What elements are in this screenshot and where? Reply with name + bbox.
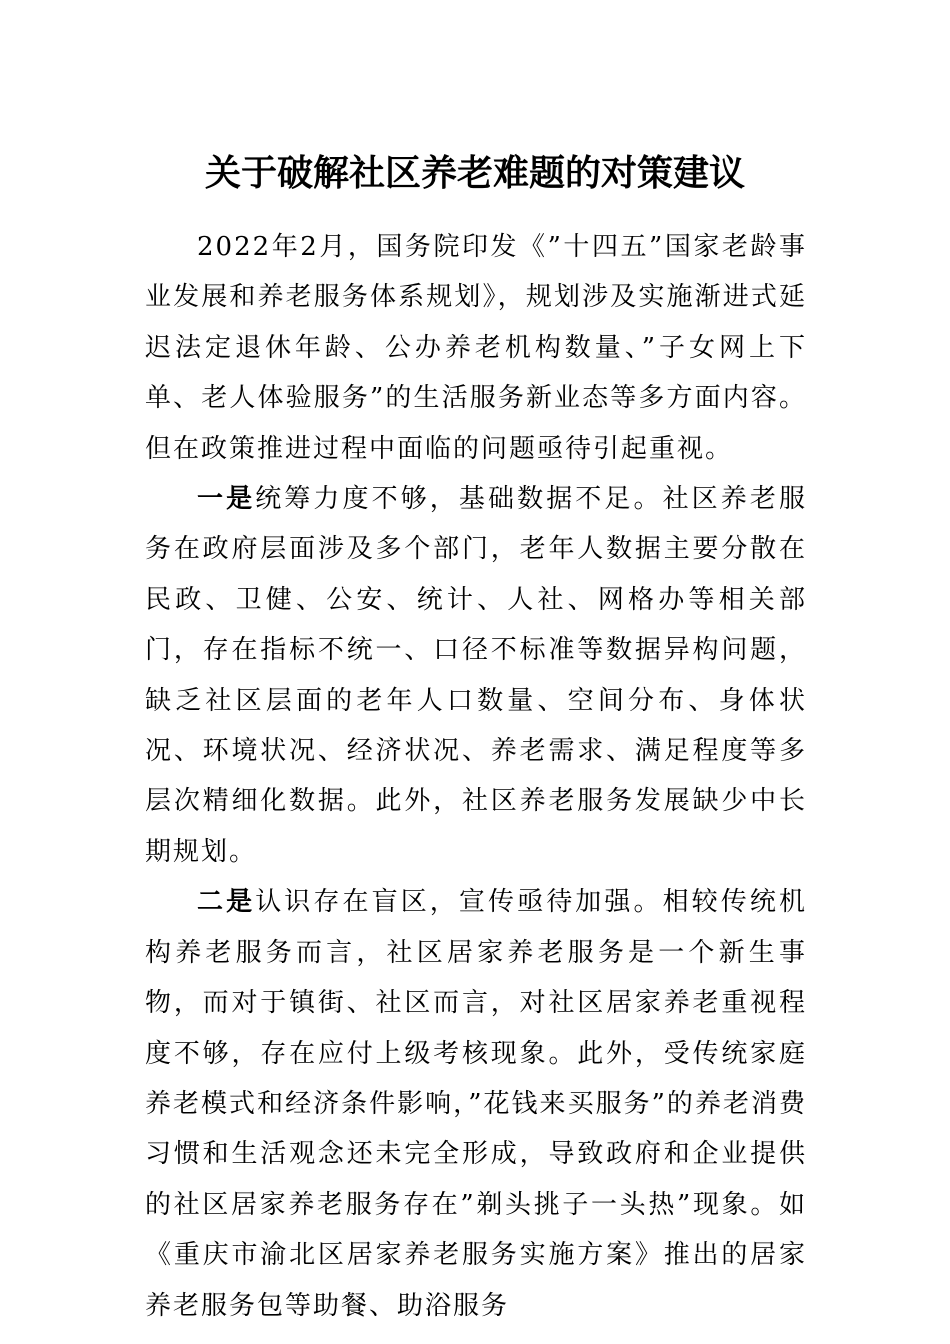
paragraph-text: 2022年2月，国务院印发《”十四五”国家老龄事业发展和养老服务体系规划》，规划涉及实施渐进式延迟法定退休年龄、公办养老机构数量、”子女网上下单、老人体验服务”的生活服务新业态等多方面内容。但在政策推进过程中面临的问题亟待引起重视。	[145, 232, 807, 464]
paragraph-point-one	[145, 474, 807, 877]
paragraph-lead: 二是	[197, 887, 256, 918]
paragraph-lead: 一是	[197, 484, 256, 515]
document-body	[145, 222, 807, 1331]
document-title: 关于破解社区养老难题的对策建议	[204, 152, 745, 194]
paragraph-text: 统筹力度不够，基础数据不足。社区养老服务在政府层面涉及多个部门，老年人数据主要分散在民政、卫健、公安、统计、人社、网格办等相关部门，存在指标不统一、口径不标准等数据异构问题，缺乏社区层面的老年人口数量、空间分布、身体状况、环境状况、经济状况、养老需求、满足程度等多层次精细化数据。此外，社区养老服务发展缺少中长期规划。	[145, 484, 807, 867]
paragraph-intro	[145, 222, 807, 474]
paragraph-text: 认识存在盲区，宣传亟待加强。相较传统机构养老服务而言，社区居家养老服务是一个新生事物，而对于镇街、社区而言，对社区居家养老重视程度不够，存在应付上级考核现象。此外，受传统家庭养老模式和经济条件影响，”花钱来买服务”的养老消费习惯和生活观念还未完全形成，导致政府和企业提供的社区居家养老服务存在”剃头挑子一头热”现象。如《重庆市渝北区居家养老服务实施方案》推出的居家养老服务包等助餐、助浴服务	[145, 887, 807, 1321]
paragraph-point-two	[145, 877, 807, 1331]
